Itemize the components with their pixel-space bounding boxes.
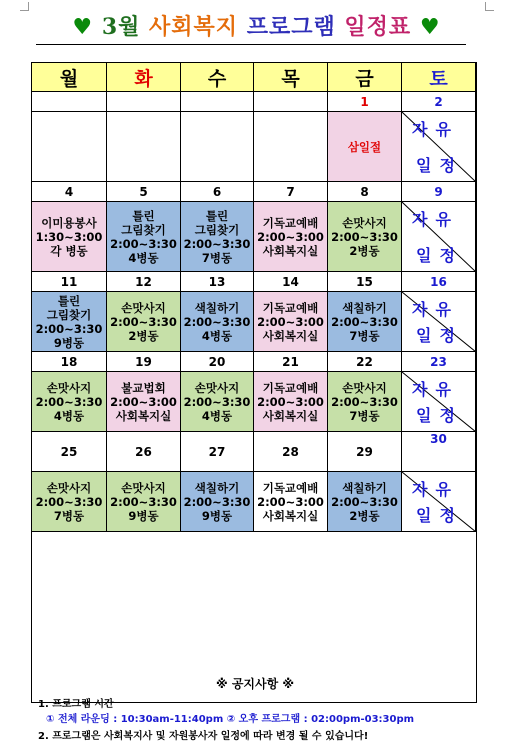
- schedule-table: [31, 62, 477, 742]
- free-schedule-cell[interactable]: [402, 472, 476, 532]
- day-number: 6: [212, 184, 222, 199]
- program-cell[interactable]: [32, 292, 107, 352]
- program-name: 손맛사지: [342, 215, 387, 230]
- program-detail: 2:00~3:00: [257, 394, 324, 409]
- program-name: 색칠하기: [194, 300, 240, 315]
- title-underline: [36, 44, 466, 45]
- day-number-cell: [181, 92, 254, 112]
- program-detail: 2:00~3:30: [331, 394, 398, 409]
- free-label-top: 자유: [412, 380, 459, 399]
- day-number-cell: [402, 92, 476, 112]
- day-number: 12: [135, 274, 152, 289]
- program-name: 기독교예배: [262, 380, 319, 395]
- free-schedule-cell[interactable]: [402, 202, 476, 272]
- title-month: 3월: [101, 14, 141, 40]
- program-cell[interactable]: [328, 472, 402, 532]
- program-detail: 사회복지실: [115, 408, 172, 423]
- program-cell[interactable]: [107, 202, 181, 272]
- title-word-schedule: 일정표: [344, 14, 412, 40]
- program-detail: 2:00~3:30: [331, 314, 398, 329]
- day-number: 7: [286, 184, 295, 199]
- day-number: 15: [356, 274, 373, 289]
- weekday-label: 금: [355, 67, 374, 90]
- weekday-header: [32, 63, 107, 92]
- weekday-label: 수: [207, 67, 227, 90]
- program-cell[interactable]: [254, 372, 328, 432]
- program-name: 손맛사지: [46, 480, 92, 495]
- day-number-cell: [328, 432, 402, 472]
- program-name: 이미용봉사: [41, 215, 97, 230]
- notice-item-1-detail: ① 전체 라운딩 : 10:30am-11:40pm ② 오후 프로그램 : 02:00pm-03:30pm: [46, 714, 415, 725]
- heart-icon: ♥: [419, 14, 441, 40]
- day-number-cell: [107, 182, 181, 202]
- program-detail: 7병동: [349, 328, 380, 343]
- program-detail: 2:00~3:30: [331, 494, 398, 509]
- program-cell[interactable]: [328, 202, 402, 272]
- day-number: 8: [360, 184, 369, 199]
- weekday-header: [328, 63, 402, 92]
- program-detail: 2:00~3:30: [183, 314, 251, 329]
- day-number: 28: [282, 444, 299, 459]
- day-number-cell: [254, 182, 328, 202]
- day-number-cell: [32, 352, 107, 372]
- program-detail: 2:00~3:00: [257, 229, 324, 244]
- empty-cell: [32, 112, 107, 182]
- program-detail: 9병동: [201, 508, 233, 523]
- day-number: 1: [360, 94, 369, 109]
- notice-item-1: 1. 프로그램 시간: [38, 699, 114, 710]
- free-schedule-cell[interactable]: [402, 372, 476, 432]
- title-word-program: 프로그램: [246, 14, 336, 40]
- free-label-bottom: 일정: [416, 326, 463, 345]
- day-number-cell: [402, 352, 476, 372]
- day-number: 13: [208, 274, 226, 289]
- day-number: 27: [208, 444, 226, 459]
- program-cell[interactable]: [328, 372, 402, 432]
- program-detail: 4병동: [53, 408, 85, 423]
- program-name: 기독교예배: [262, 480, 319, 495]
- program-name: 색칠하기: [194, 480, 240, 495]
- program-detail: 2:00~3:30: [35, 321, 103, 336]
- program-detail: 2:00~3:30: [35, 494, 103, 509]
- weekday-label: 월: [59, 67, 79, 90]
- day-number: 16: [430, 274, 447, 289]
- day-number-cell: [328, 92, 402, 112]
- program-detail: 사회복지실: [262, 328, 319, 343]
- program-detail: 2:00~3:30: [35, 394, 103, 409]
- day-number-cell: [254, 92, 328, 112]
- day-number-cell: [254, 272, 328, 292]
- day-number: 22: [356, 354, 373, 369]
- program-name: 손맛사지: [342, 380, 387, 395]
- program-name: 틀린: [57, 293, 81, 308]
- program-name: 색칠하기: [342, 300, 387, 315]
- program-cell[interactable]: [328, 112, 402, 182]
- day-number-cell: [402, 432, 476, 472]
- empty-cell: [254, 112, 328, 182]
- day-number: 29: [356, 444, 373, 459]
- program-cell[interactable]: [254, 472, 328, 532]
- program-name: 틀린: [132, 208, 155, 223]
- day-number-cell: [254, 432, 328, 472]
- day-number: 11: [60, 274, 78, 289]
- day-number: 2: [434, 94, 443, 109]
- program-name: 손맛사지: [121, 300, 166, 315]
- day-number-cell: [328, 182, 402, 202]
- program-name: 삼일절: [347, 139, 382, 154]
- program-detail: 2병동: [349, 243, 380, 258]
- empty-cell: [107, 112, 181, 182]
- program-cell[interactable]: [328, 292, 402, 352]
- day-number-cell: [107, 92, 181, 112]
- program-cell[interactable]: [254, 292, 328, 352]
- day-number-cell: [328, 272, 402, 292]
- weekday-header: [254, 63, 328, 92]
- program-detail: 그림찾기: [121, 222, 166, 237]
- title-word-social-welfare: 사회복지: [149, 14, 239, 40]
- program-cell[interactable]: [107, 292, 181, 352]
- program-detail: 2:00~3:30: [331, 229, 398, 244]
- program-detail: 사회복지실: [262, 508, 319, 523]
- program-detail: 2:00~3:00: [257, 494, 324, 509]
- program-detail: 2:00~3:30: [110, 494, 177, 509]
- program-cell[interactable]: [32, 472, 107, 532]
- program-cell[interactable]: [181, 202, 254, 272]
- day-number-cell: [181, 182, 254, 202]
- day-number: 5: [139, 184, 148, 199]
- program-name: 불교법회: [121, 380, 166, 395]
- program-detail: 4병동: [201, 408, 233, 423]
- free-label-top: 자유: [412, 120, 459, 139]
- program-detail: 2:00~3:30: [110, 314, 177, 329]
- empty-cell: [181, 112, 254, 182]
- free-label-bottom: 일정: [416, 406, 463, 425]
- program-name: 손맛사지: [121, 480, 166, 495]
- program-detail: 2:00~3:00: [110, 394, 177, 409]
- weekday-label: 화: [134, 67, 153, 90]
- day-number-cell: [328, 352, 402, 372]
- program-detail: 그림찾기: [194, 222, 240, 237]
- free-label-bottom: 일정: [416, 506, 463, 525]
- program-detail: 7병동: [53, 508, 85, 523]
- program-detail: 2:00~3:30: [110, 236, 177, 251]
- program-name: 틀린: [205, 208, 229, 223]
- free-label-top: 자유: [412, 300, 459, 319]
- program-detail: 2:00~3:30: [183, 236, 251, 251]
- free-label-top: 자유: [412, 480, 459, 499]
- weekday-header: [181, 63, 254, 92]
- day-number: 25: [60, 444, 78, 459]
- program-name: 기독교예배: [262, 300, 319, 315]
- program-cell[interactable]: [254, 202, 328, 272]
- program-name: 손맛사지: [194, 380, 240, 395]
- free-label-bottom: 일정: [416, 156, 463, 175]
- day-number: 19: [135, 354, 152, 369]
- day-number: 20: [208, 354, 226, 369]
- program-cell[interactable]: [107, 372, 181, 432]
- day-number-cell: [181, 352, 254, 372]
- weekday-header: [402, 63, 476, 92]
- day-number-cell: [254, 352, 328, 372]
- program-detail: 2:00~3:30: [183, 394, 251, 409]
- program-cell[interactable]: [107, 472, 181, 532]
- weekday-header: [107, 63, 181, 92]
- day-number: 9: [434, 184, 443, 199]
- program-cell[interactable]: [32, 202, 107, 272]
- day-number: 23: [430, 354, 447, 369]
- program-detail: 1:30~3:00: [35, 229, 103, 244]
- program-detail: 2병동: [128, 328, 159, 343]
- program-name: 기독교예배: [262, 215, 319, 230]
- program-detail: 9병동: [128, 508, 159, 523]
- program-detail: 사회복지실: [262, 408, 319, 423]
- program-cell[interactable]: [32, 372, 107, 432]
- day-number-cell: [181, 432, 254, 472]
- day-number-cell: [107, 352, 181, 372]
- program-detail: 2:00~3:30: [183, 494, 251, 509]
- day-number: 18: [60, 354, 78, 369]
- program-cell[interactable]: [181, 472, 254, 532]
- program-detail: 9병동: [53, 335, 85, 350]
- weekday-label: 목: [281, 67, 300, 90]
- day-number-cell: [32, 92, 107, 112]
- heart-icon: ♥: [72, 14, 94, 40]
- free-schedule-cell[interactable]: [402, 112, 476, 182]
- day-number: 30: [430, 432, 447, 446]
- program-detail: 그림찾기: [46, 307, 92, 322]
- program-name: 손맛사지: [46, 380, 92, 395]
- day-number-cell: [107, 432, 181, 472]
- program-detail: 7병동: [201, 250, 233, 265]
- program-cell[interactable]: [181, 372, 254, 432]
- program-detail: 2병동: [349, 508, 380, 523]
- program-detail: 4병동: [201, 328, 233, 343]
- program-detail: 사회복지실: [262, 243, 319, 258]
- program-cell[interactable]: [181, 292, 254, 352]
- notice-item-2: 2. 프로그램은 사회복지사 및 자원봉사자 일정에 따라 변경 될 수 있습니다!: [38, 731, 369, 742]
- weekday-label: 토: [429, 67, 448, 90]
- day-number-cell: [32, 182, 107, 202]
- notice-title: ※ 공지사항 ※: [215, 677, 295, 691]
- free-schedule-cell[interactable]: [402, 292, 476, 352]
- day-number-cell: [402, 182, 476, 202]
- program-detail: 2:00~3:00: [257, 314, 324, 329]
- day-number-cell: [181, 272, 254, 292]
- day-number-cell: [32, 432, 107, 472]
- day-number: 21: [282, 354, 299, 369]
- day-number-cell: [402, 272, 476, 292]
- day-number-cell: [32, 272, 107, 292]
- free-label-bottom: 일정: [416, 246, 463, 265]
- program-name: 색칠하기: [342, 480, 387, 495]
- day-number-cell: [107, 272, 181, 292]
- day-number: 14: [282, 274, 299, 289]
- program-detail: 4병동: [128, 250, 159, 265]
- free-label-top: 자유: [412, 210, 459, 229]
- day-number: 26: [135, 444, 152, 459]
- day-number: 4: [64, 184, 74, 199]
- program-detail: 각 병동: [50, 243, 88, 258]
- program-detail: 7병동: [349, 408, 380, 423]
- page-title: [0, 10, 513, 41]
